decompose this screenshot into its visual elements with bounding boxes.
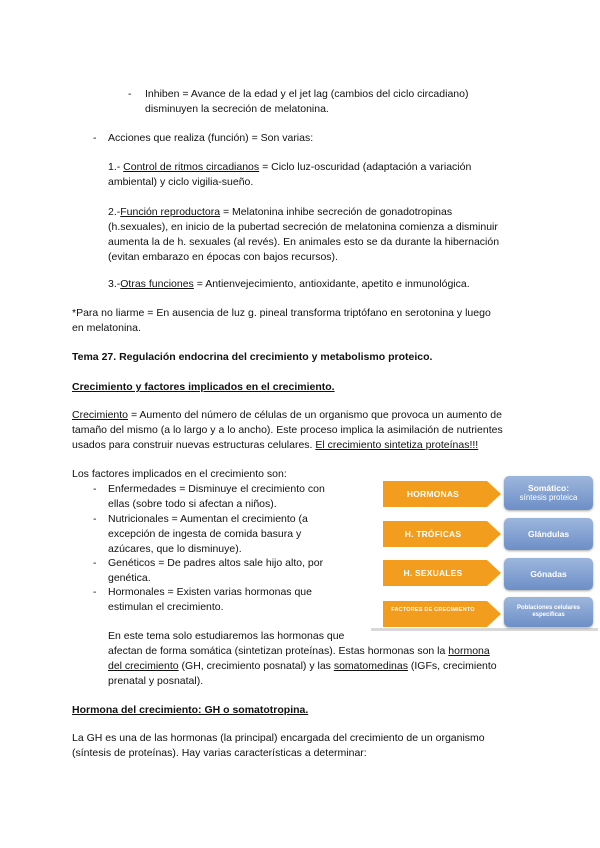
bullet-dash: -: [93, 132, 97, 144]
bullet-dash: -: [93, 483, 97, 495]
factores-intro: Los factores implicados en el crecimiento son:: [72, 468, 287, 480]
tema-title: Tema 27. Regulación endocrina del crecimiento y metabolismo proteico.: [72, 351, 433, 363]
list-item: Enfermedades = Disminuye el crecimiento con ellas (sobre todo si afectan a niños).: [108, 483, 325, 510]
paragraph-inhiben: Inhiben = Avance de la edad y el jet lag (cambios del ciclo circadiano) disminuyen la secreción de melatonina.: [145, 88, 469, 115]
list-item: Genéticos = De padres altos sale hijo alto, por genética.: [108, 557, 324, 584]
paragraph-nota: *Para no liarme = En ausencia de luz g. pineal transforma triptófano en serotonina y luego en melatonina.: [72, 307, 491, 334]
bullet-dash: -: [93, 557, 97, 569]
arrow-hormonas: HORMONAS: [383, 481, 503, 507]
bullet-dash: -: [93, 513, 97, 525]
bullet-dash: -: [128, 88, 132, 100]
box-glandulas: Glándulas: [504, 518, 593, 550]
arrow-h-sexuales: H. SEXUALES: [383, 560, 503, 586]
box-gonadas: Gónadas: [504, 558, 593, 590]
paragraph-otras-funciones: 3.-Otras funciones = Antienvejecimiento, antioxidante, apetito e inmunológica.: [108, 278, 470, 290]
diagram-baseline: [371, 628, 598, 631]
box-somatico: Somático: síntesis proteica: [504, 476, 593, 510]
list-item: Hormonales = Existen varias hormonas que estimulan el crecimiento.: [108, 586, 312, 613]
hormonas-diagram: [371, 468, 598, 632]
section-title-gh: Hormona del crecimiento: GH o somatotropina.: [72, 704, 309, 716]
arrow-h-troficas: H. TRÓFICAS: [383, 521, 503, 547]
paragraph-funcion-reproductora: 2.-Función reproductora = Melatonina inhibe secreción de gonadotropinas (h.sexuales), en inicio de la pubertad secreción de melatonina comienza a disminuir aumenta la de h. sexuales (al revés). En animales esto se da durante la hibernación (evitan embarazo en épocas con bajos recursos).: [108, 206, 500, 263]
list-item: Nutricionales = Aumentan el crecimiento (a excepción de ingesta de comida basura y azúcares, que lo disminuye).: [108, 513, 308, 555]
section-title-crecimiento: Crecimiento y factores implicados en el crecimiento.: [72, 381, 335, 393]
paragraph-hormonas-tema: En este tema solo estudiaremos las hormonas que afectan de forma somática (sintetizan proteínas). Estas hormonas son la hormona del crecimiento (GH, crecimiento posnatal) y las somatomedinas (IGFs, crecimiento prenatal y posnatal).: [108, 630, 497, 687]
paragraph-acciones: Acciones que realiza (función) = Son varias:: [108, 132, 314, 144]
paragraph-gh: La GH es una de las hormonas (la principal) encargada del crecimiento de un organismo (síntesis de proteínas). Hay varias características a determinar:: [72, 732, 485, 759]
paragraph-control-ritmos: 1.- Control de ritmos circadianos = Ciclo luz-oscuridad (adaptación a variación ambiental) y ciclo vigilia-sueño.: [108, 161, 472, 188]
box-poblaciones: Poblaciones celulares específicas: [504, 597, 593, 627]
paragraph-crecimiento: Crecimiento = Aumento del número de células de un organismo que provoca un aumento de tamaño del mismo (a lo largo y a lo ancho). Este proceso implica la asimilación de nutrientes usados para construir nuevas estructuras celulares. El crecimiento sintetiza proteínas!!!: [72, 409, 503, 451]
bullet-dash: -: [93, 586, 97, 598]
arrow-factores-crecimiento: FACTORES DE CRECIMIENTO: [383, 601, 503, 627]
